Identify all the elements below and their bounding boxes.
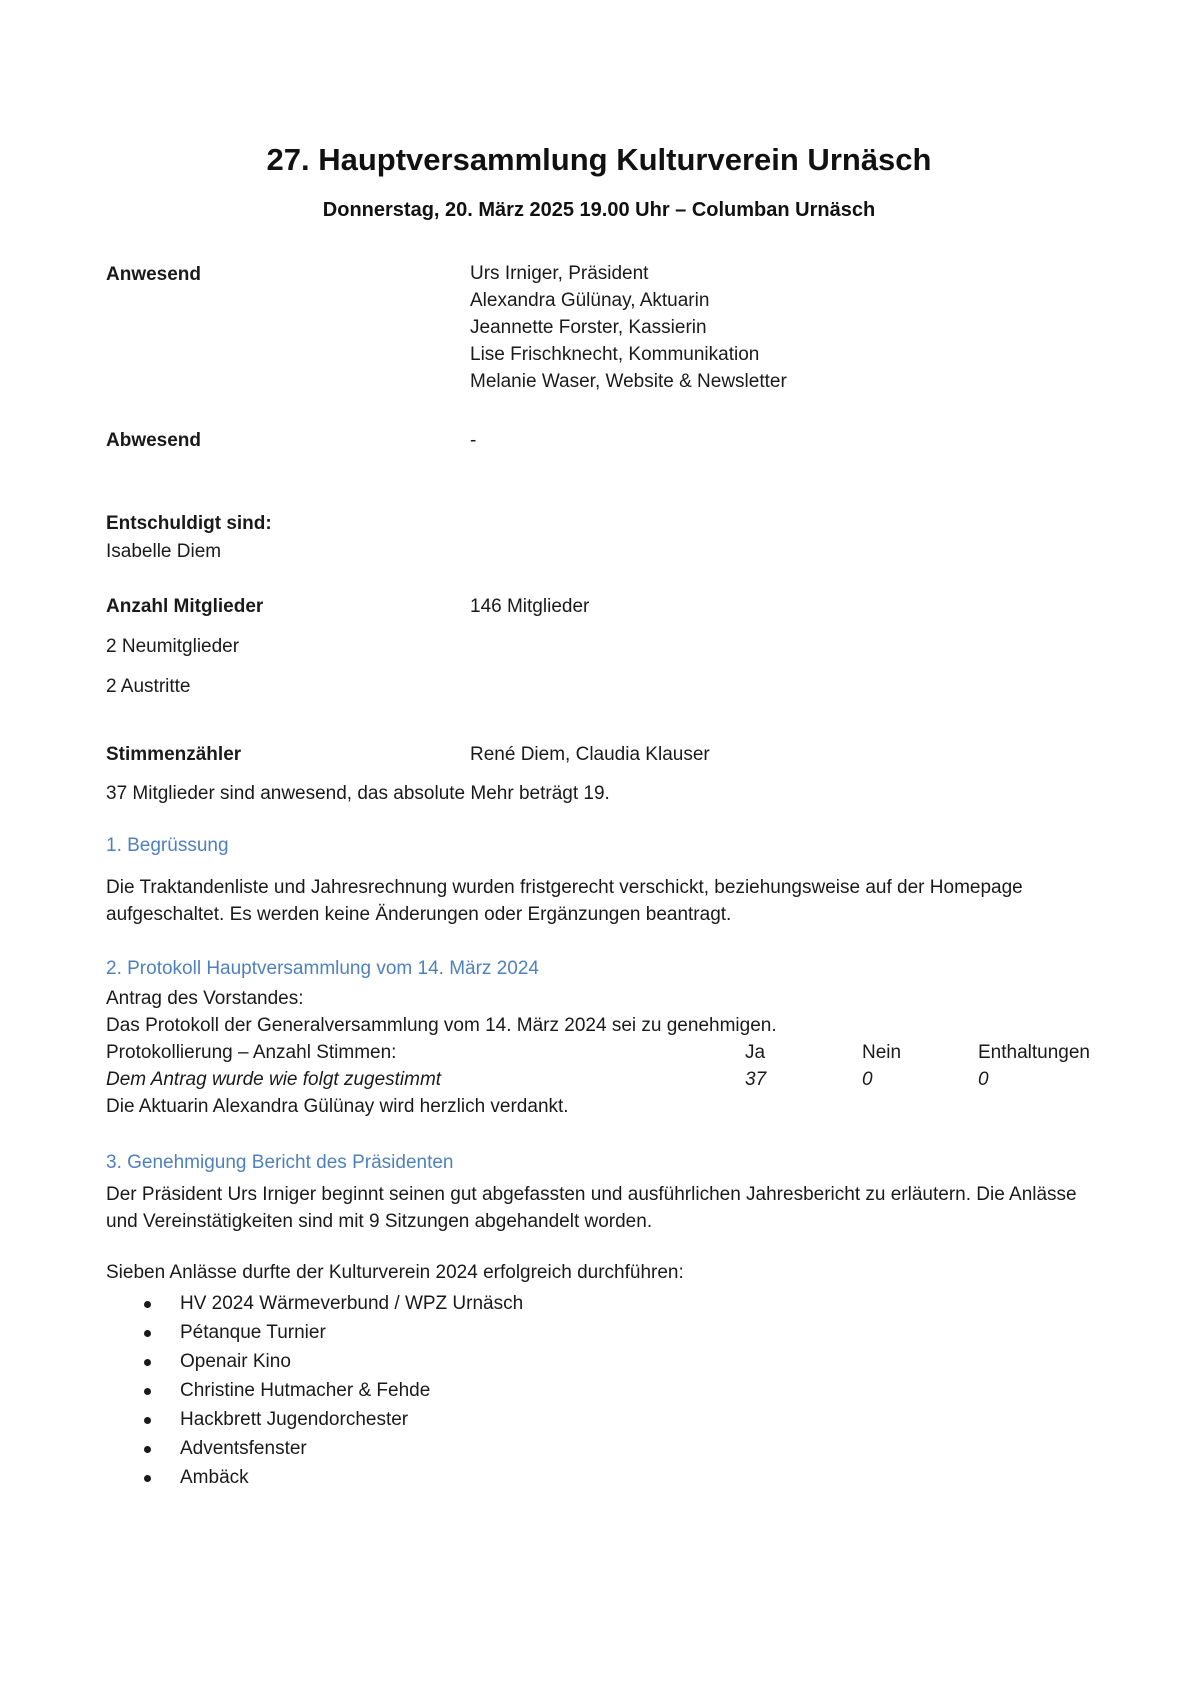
present-label: Anwesend <box>106 264 202 285</box>
members-value: 146 Mitglieder <box>470 596 590 617</box>
section1-heading: 1. Begrüssung <box>106 835 229 856</box>
events-list <box>140 1289 523 1492</box>
present-member: Urs Irniger, Präsident <box>470 263 649 284</box>
motion-text: Das Protokoll der Generalversammlung vom 14. März 2024 sei zu genehmigen. <box>106 1015 777 1036</box>
members-label: Anzahl Mitglieder <box>106 596 264 617</box>
new-members: 2 Neumitglieder <box>106 636 240 657</box>
vote-no-count: 0 <box>862 1069 873 1090</box>
list-item: Ambäck <box>140 1463 523 1492</box>
page-title: 27. Hauptversammlung Kulturverein Urnäsch <box>266 142 932 177</box>
section1-text: Die Traktandenliste und Jahresrechnung wurden fristgerecht verschickt, beziehungsweise auf der Homepage aufgeschaltet. Es werden keine Änderungen oder Ergänzungen beantragt. <box>106 877 1023 925</box>
vote-yes-count: 37 <box>745 1069 767 1090</box>
tellers-value: René Diem, Claudia Klauser <box>470 744 710 765</box>
list-item: HV 2024 Wärmeverbund / WPZ Urnäsch <box>140 1289 523 1318</box>
vote-abstain-count: 0 <box>978 1069 989 1090</box>
events-intro: Sieben Anlässe durfte der Kulturverein 2024 erfolgreich durchführen: <box>106 1262 684 1283</box>
section2-heading: 2. Protokoll Hauptversammlung vom 14. März 2024 <box>106 958 539 979</box>
quorum-text: 37 Mitglieder sind anwesend, das absolute Mehr beträgt 19. <box>106 783 610 804</box>
vote-col-no: Nein <box>862 1042 902 1063</box>
list-item: Openair Kino <box>140 1347 523 1376</box>
list-item: Christine Hutmacher & Fehde <box>140 1376 523 1405</box>
present-list <box>470 260 787 395</box>
vote-label: Protokollierung – Anzahl Stimmen: <box>106 1042 397 1063</box>
absent-label: Abwesend <box>106 430 202 451</box>
present-member: Melanie Waser, Website & Newsletter <box>470 371 787 392</box>
present-member: Jeannette Forster, Kassierin <box>470 317 707 338</box>
tellers-label: Stimmenzähler <box>106 744 242 765</box>
vote-col-abstain: Enthaltungen <box>978 1042 1090 1063</box>
exits: 2 Austritte <box>106 676 191 697</box>
present-member: Lise Frischknecht, Kommunikation <box>470 344 760 365</box>
section3-heading: 3. Genehmigung Bericht des Präsidenten <box>106 1152 454 1173</box>
vote-result-label: Dem Antrag wurde wie folgt zugestimmt <box>106 1069 442 1090</box>
motion-label: Antrag des Vorstandes: <box>106 988 304 1009</box>
absent-value: - <box>470 430 477 451</box>
list-item: Pétanque Turnier <box>140 1318 523 1347</box>
list-item: Adventsfenster <box>140 1434 523 1463</box>
section3-text: Der Präsident Urs Irniger beginnt seinen gut abgefassten und ausführlichen Jahresbericht zu erläutern. Die Anlässe und Vereinstätigkeiten sind mit 9 Sitzungen abgehandelt worden. <box>106 1184 1077 1232</box>
present-member: Alexandra Gülünay, Aktuarin <box>470 290 710 311</box>
vote-col-yes: Ja <box>745 1042 766 1063</box>
page-subtitle: Donnerstag, 20. März 2025 19.00 Uhr – Columban Urnäsch <box>322 199 876 221</box>
excused-label: Entschuldigt sind: <box>106 513 272 534</box>
excused-value: Isabelle Diem <box>106 541 222 562</box>
list-item: Hackbrett Jugendorchester <box>140 1405 523 1434</box>
thanks-text: Die Aktuarin Alexandra Gülünay wird herzlich verdankt. <box>106 1096 569 1117</box>
